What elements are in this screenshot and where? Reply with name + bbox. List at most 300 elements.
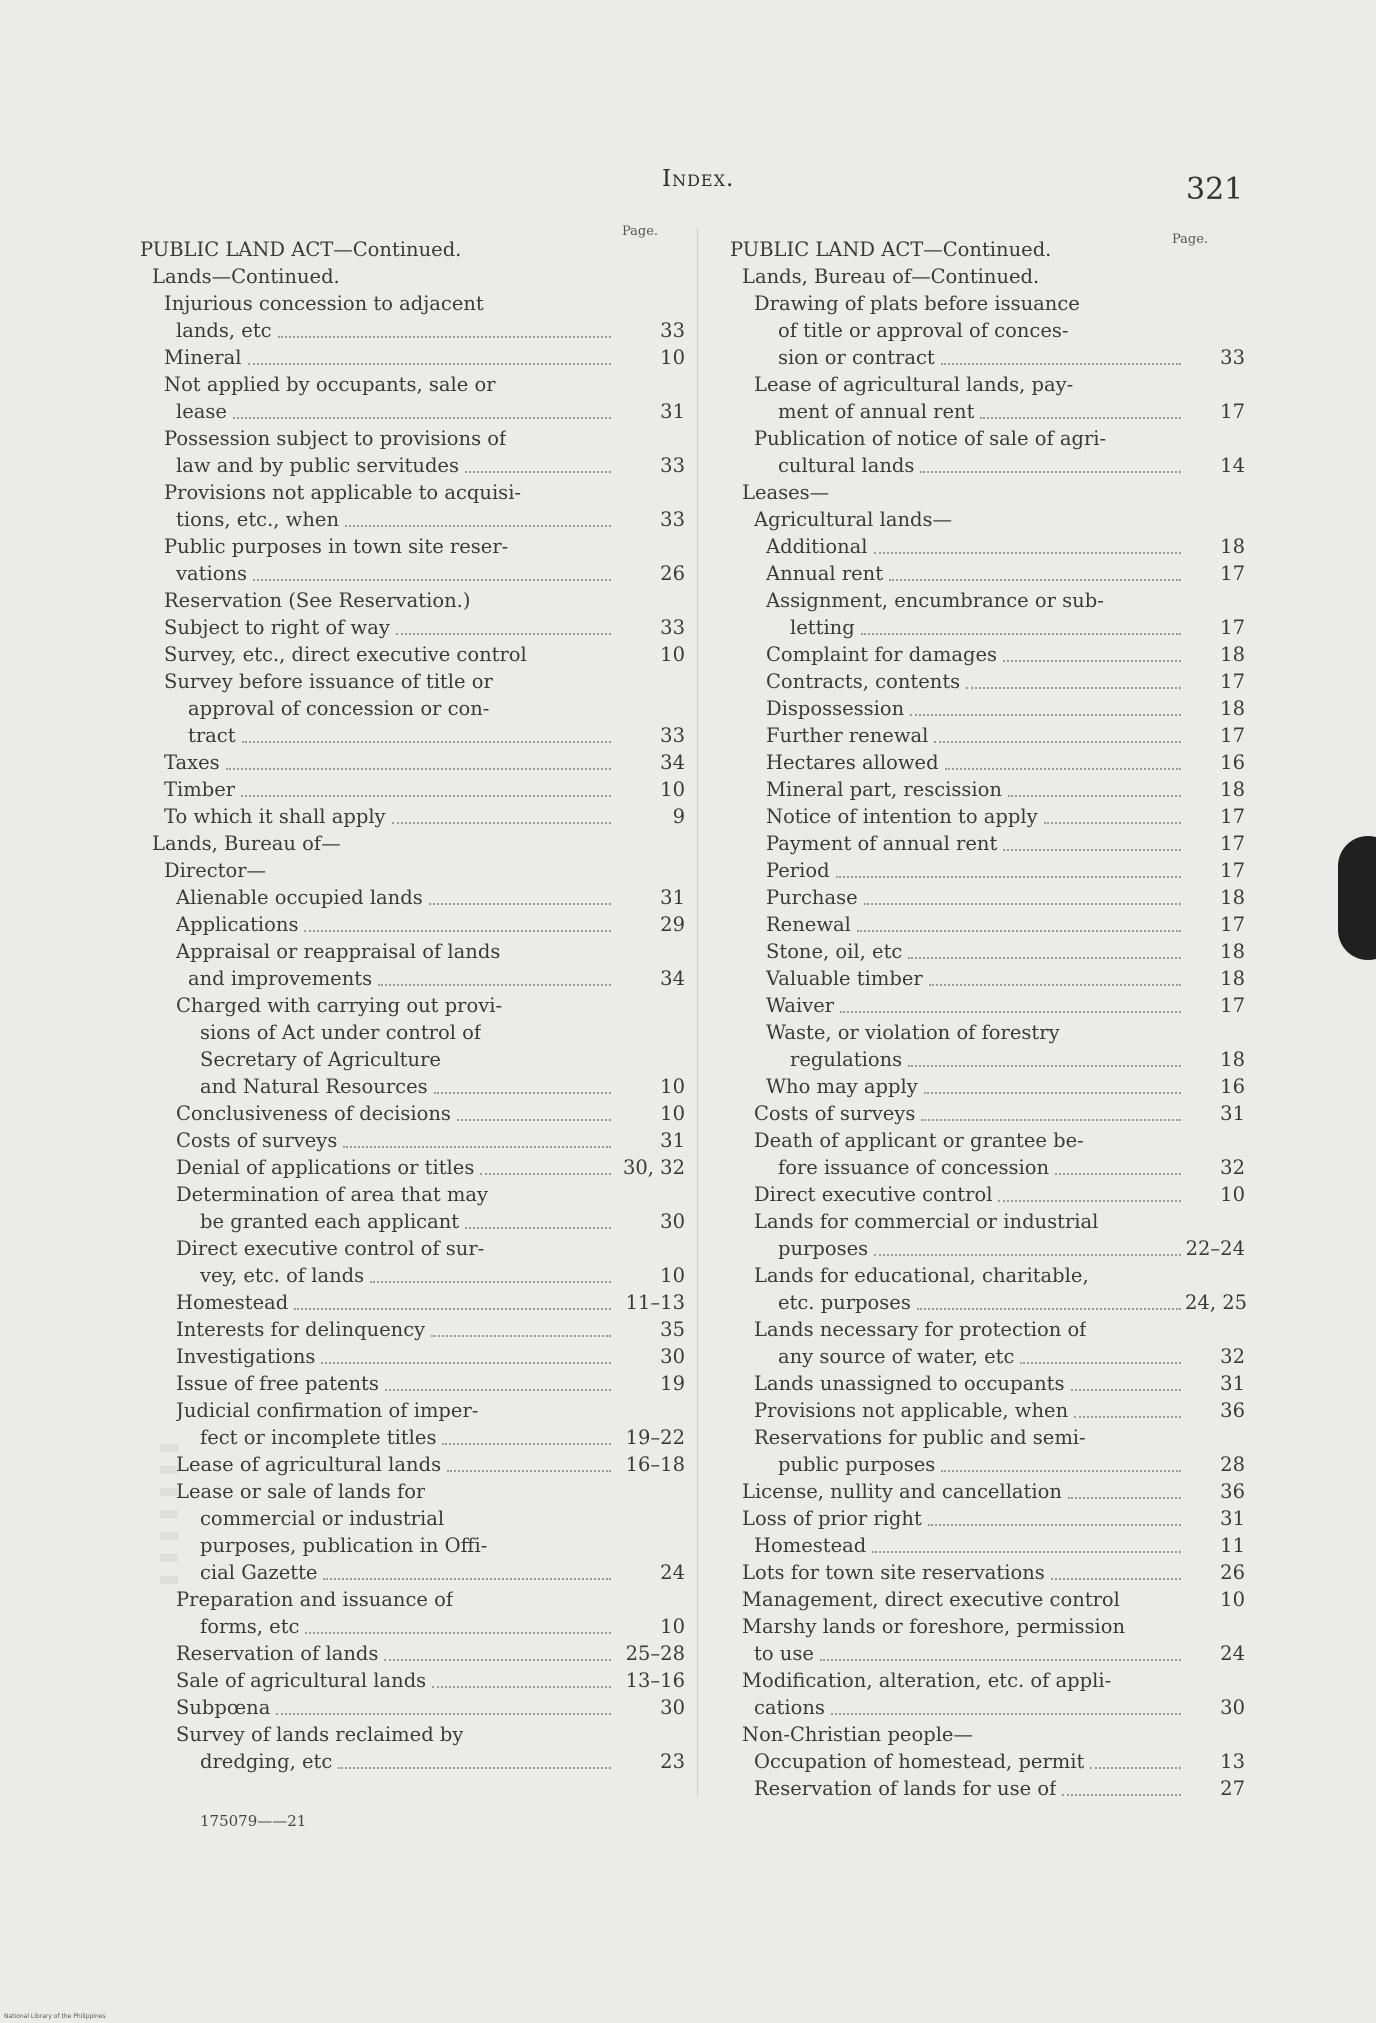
dot-leader xyxy=(323,1577,611,1580)
index-entry xyxy=(730,1046,1245,1073)
dot-leader xyxy=(945,767,1181,770)
index-entry-text: Non-Christian people— xyxy=(742,1723,973,1746)
index-entry-text: regulations xyxy=(790,1048,903,1071)
index-entry xyxy=(730,1208,1245,1235)
dot-leader xyxy=(502,391,611,392)
dot-leader xyxy=(872,1550,1181,1553)
index-entry-page: 19 xyxy=(660,1372,685,1395)
index-entry-text: Death of applicant or grantee be- xyxy=(754,1129,1084,1152)
index-entry xyxy=(730,1316,1245,1343)
index-entry-text: Marshy lands or foreshore, permission xyxy=(742,1615,1126,1638)
dot-leader xyxy=(465,1226,611,1229)
index-entry-page: 30 xyxy=(660,1696,685,1719)
index-entry xyxy=(730,479,1245,506)
dot-leader xyxy=(1104,1228,1181,1229)
index-entry xyxy=(730,452,1245,479)
index-entry xyxy=(140,1478,685,1505)
index-entry-page: 18 xyxy=(1220,1048,1245,1071)
index-entry-text: Additional xyxy=(766,535,868,558)
dot-leader xyxy=(1003,848,1181,851)
index-entry-page: 32 xyxy=(1220,1156,1245,1179)
index-entry-text: Lands, Bureau of—Continued. xyxy=(742,265,1040,288)
index-entry-text: Mineral xyxy=(164,346,242,369)
binding-clip-shadow xyxy=(1338,836,1376,960)
index-entry xyxy=(140,371,685,398)
margin-stamp-marks xyxy=(160,1430,178,1680)
dot-leader xyxy=(506,958,611,959)
index-entry-page: 17 xyxy=(1220,913,1245,936)
index-entry xyxy=(140,1019,685,1046)
index-entry-text: forms, etc xyxy=(200,1615,300,1638)
index-entry-text: purposes, publication in Offi- xyxy=(200,1534,488,1557)
index-entry xyxy=(140,506,685,533)
index-entry-text: Lands for educational, charitable, xyxy=(754,1264,1089,1287)
dot-leader xyxy=(1126,1606,1181,1607)
index-entry-text: Provisions not applicable to acquisi- xyxy=(164,481,522,504)
dot-leader xyxy=(494,1201,611,1202)
index-entry-text: lands, etc xyxy=(176,319,272,342)
index-entry xyxy=(730,560,1245,587)
dot-leader xyxy=(1066,1039,1181,1040)
index-entry xyxy=(140,236,685,263)
dot-leader xyxy=(396,632,611,635)
dot-leader xyxy=(493,1552,611,1553)
index-entry-text: Contracts, contents xyxy=(766,670,961,693)
dot-leader xyxy=(450,1525,611,1526)
index-entry xyxy=(140,614,685,641)
index-entry-text: Mineral part, rescission xyxy=(766,778,1002,801)
index-entry-page: 17 xyxy=(1220,400,1245,423)
index-entry-page: 10 xyxy=(1220,1588,1245,1611)
index-entry-page: 27 xyxy=(1220,1777,1245,1800)
index-entry xyxy=(730,614,1245,641)
index-entry-page: 29 xyxy=(660,913,685,936)
index-entry-text: tract xyxy=(188,724,236,747)
index-entry xyxy=(730,1505,1245,1532)
dot-leader xyxy=(512,445,611,446)
index-entry-text: Not applied by occupants, sale or xyxy=(164,373,496,396)
index-entry-text: vations xyxy=(176,562,248,585)
index-entry-text: Interests for delinquency xyxy=(176,1318,426,1341)
dot-leader xyxy=(343,1145,611,1148)
index-entry-page: 16 xyxy=(1220,751,1245,774)
index-entry-text: Sale of agricultural lands xyxy=(176,1669,427,1692)
dot-leader xyxy=(820,1658,1181,1661)
dot-leader xyxy=(921,1118,1181,1121)
index-entry xyxy=(730,1424,1245,1451)
index-entry-page: 18 xyxy=(1220,778,1245,801)
dot-leader xyxy=(857,929,1181,932)
index-entry xyxy=(140,830,685,857)
index-entry-text: tions, etc., when xyxy=(176,508,340,531)
index-entry-text: lease xyxy=(176,400,227,423)
dot-leader xyxy=(465,470,611,473)
index-entry xyxy=(140,398,685,425)
dot-leader xyxy=(467,256,611,257)
index-entry-page: 10 xyxy=(660,1102,685,1125)
index-entry xyxy=(730,1559,1245,1586)
dot-leader xyxy=(1117,1687,1181,1688)
index-entry-text: Alienable occupied lands xyxy=(176,886,423,909)
index-entry-page: 30 xyxy=(1220,1696,1245,1719)
index-entry-text: Lease or sale of lands for xyxy=(176,1480,426,1503)
index-entry xyxy=(140,1235,685,1262)
index-entry-page: 26 xyxy=(1220,1561,1245,1584)
index-entry xyxy=(730,344,1245,371)
index-entry-text: law and by public servitudes xyxy=(176,454,459,477)
index-entry-text: Public purposes in town site reser- xyxy=(164,535,509,558)
index-entry-text: Survey before issuance of title or xyxy=(164,670,493,693)
index-entry-text: Timber xyxy=(164,778,236,801)
index-entry-page: 31 xyxy=(1220,1507,1245,1530)
dot-leader xyxy=(874,551,1181,554)
index-entry-text: Judicial confirmation of imper- xyxy=(176,1399,479,1422)
index-entry-text: Provisions not applicable, when xyxy=(754,1399,1069,1422)
dot-leader xyxy=(1055,1172,1181,1175)
dot-leader xyxy=(835,499,1181,500)
index-entry xyxy=(140,1667,685,1694)
index-entry xyxy=(140,344,685,371)
index-entry-page: 33 xyxy=(660,508,685,531)
index-entry-text: vey, etc. of lands xyxy=(200,1264,365,1287)
index-entry-page: 17 xyxy=(1220,616,1245,639)
index-entry xyxy=(730,1613,1245,1640)
index-entry-text: Reservation of lands for use of xyxy=(754,1777,1057,1800)
dot-leader xyxy=(385,1388,611,1391)
index-entry-page: 10 xyxy=(660,1264,685,1287)
dot-leader xyxy=(490,310,611,311)
dot-leader xyxy=(487,1039,611,1040)
index-entry xyxy=(140,290,685,317)
index-entry-page: 9 xyxy=(672,805,685,828)
index-entry-page: 18 xyxy=(1220,886,1245,909)
dot-leader xyxy=(1068,1496,1181,1499)
dot-leader xyxy=(447,1469,611,1472)
index-entry xyxy=(730,1451,1245,1478)
index-entry xyxy=(140,1127,685,1154)
index-entry-text: Further renewal xyxy=(766,724,929,747)
index-entry-text: Possession subject to provisions of xyxy=(164,427,507,450)
page-number: 321 xyxy=(1186,172,1244,207)
index-entry-text: sion or contract xyxy=(778,346,935,369)
dot-leader xyxy=(272,877,611,878)
dot-leader xyxy=(917,1307,1181,1310)
index-entry xyxy=(140,1586,685,1613)
index-entry-page: 26 xyxy=(660,562,685,585)
index-entry-text: Lands unassigned to occupants xyxy=(754,1372,1065,1395)
index-entry-text: Charged with carrying out provi- xyxy=(176,994,503,1017)
index-entry xyxy=(730,1235,1245,1262)
index-entry xyxy=(730,506,1245,533)
index-entry xyxy=(140,1451,685,1478)
dot-leader xyxy=(929,983,1181,986)
index-entry-text: Publication of notice of sale of agri- xyxy=(754,427,1107,450)
index-entry xyxy=(140,1721,685,1748)
dot-leader xyxy=(1090,1147,1181,1148)
dot-leader xyxy=(442,1442,611,1445)
index-entry-text: Period xyxy=(766,859,830,882)
index-entry xyxy=(140,1748,685,1775)
index-entry-page: 17 xyxy=(1220,562,1245,585)
index-entry-text: Reservation (See Reservation.) xyxy=(164,589,471,612)
index-entry-text: Lands for commercial or industrial xyxy=(754,1210,1099,1233)
dot-leader xyxy=(321,1361,611,1364)
index-entry xyxy=(140,1640,685,1667)
dot-leader xyxy=(457,1118,611,1121)
index-entry xyxy=(730,1127,1245,1154)
index-entry-text: Director— xyxy=(164,859,267,882)
index-entry xyxy=(730,1721,1245,1748)
index-entry-page: 10 xyxy=(660,1075,685,1098)
index-entry xyxy=(730,1532,1245,1559)
index-entry-page: 35 xyxy=(660,1318,685,1341)
index-entry-text: Complaint for damages xyxy=(766,643,998,666)
index-entry xyxy=(730,1073,1245,1100)
dot-leader xyxy=(294,1307,611,1310)
index-entry-page: 33 xyxy=(660,454,685,477)
dot-leader xyxy=(1057,256,1181,257)
index-entry-page: 16–18 xyxy=(625,1453,685,1476)
index-entry-page: 33 xyxy=(660,319,685,342)
dot-leader xyxy=(941,362,1181,365)
index-entry-text: Survey of lands reclaimed by xyxy=(176,1723,464,1746)
index-entry-page: 16 xyxy=(1220,1075,1245,1098)
index-entry-text: PUBLIC LAND ACT—Continued. xyxy=(730,238,1052,261)
index-entry xyxy=(730,668,1245,695)
index-entry xyxy=(140,560,685,587)
index-entry-text: Conclusiveness of decisions xyxy=(176,1102,451,1125)
index-entry-page: 17 xyxy=(1220,859,1245,882)
dot-leader xyxy=(924,1091,1181,1094)
index-entry-text: cations xyxy=(754,1696,825,1719)
index-entry xyxy=(140,776,685,803)
index-entry xyxy=(140,587,685,614)
source-credit: National Library of the Philippines xyxy=(4,2013,106,2020)
dot-leader xyxy=(966,686,1181,689)
index-entry-page: 10 xyxy=(660,346,685,369)
index-entry-text: Hectares allowed xyxy=(766,751,939,774)
index-entry-text: any source of water, etc xyxy=(778,1345,1015,1368)
index-entry-page: 10 xyxy=(660,778,685,801)
dot-leader xyxy=(1090,1766,1181,1769)
index-entry-page: 18 xyxy=(1220,697,1245,720)
dot-leader xyxy=(469,1741,611,1742)
dot-leader xyxy=(958,526,1181,527)
dot-leader xyxy=(889,578,1181,581)
index-entry xyxy=(140,695,685,722)
index-entry-text: fore issuance of concession xyxy=(778,1156,1050,1179)
dot-leader xyxy=(908,956,1181,959)
index-entry-page: 19–22 xyxy=(625,1426,685,1449)
index-entry-text: Waste, or violation of forestry xyxy=(766,1021,1060,1044)
index-entry-page: 33 xyxy=(1220,346,1245,369)
index-entry xyxy=(730,1640,1245,1667)
dot-leader xyxy=(998,1199,1181,1202)
left-page-column-heading: Page. xyxy=(622,224,659,239)
index-entry xyxy=(140,749,685,776)
index-entry-text: Lands—Continued. xyxy=(152,265,340,288)
dot-leader xyxy=(480,1172,611,1175)
index-entry-text: Lots for town site reservations xyxy=(742,1561,1045,1584)
dot-leader xyxy=(1062,1793,1181,1796)
dot-leader xyxy=(429,902,611,905)
dot-leader xyxy=(910,713,1181,716)
dot-leader xyxy=(304,929,611,932)
index-entry xyxy=(730,290,1245,317)
dot-leader xyxy=(484,1417,611,1418)
index-entry-text: dredging, etc xyxy=(200,1750,333,1773)
index-entry xyxy=(140,1370,685,1397)
index-entry-text: Appraisal or reappraisal of lands xyxy=(176,940,501,963)
dot-leader xyxy=(378,983,611,986)
index-entry xyxy=(140,1046,685,1073)
index-entry xyxy=(730,992,1245,1019)
index-entry-page: 13 xyxy=(1220,1750,1245,1773)
index-entry xyxy=(140,668,685,695)
index-entry xyxy=(140,1505,685,1532)
dot-leader xyxy=(1045,283,1181,284)
index-entry xyxy=(730,1343,1245,1370)
index-entry-text: and Natural Resources xyxy=(200,1075,428,1098)
index-entry-text: Lands necessary for protection of xyxy=(754,1318,1087,1341)
dot-leader xyxy=(941,1469,1181,1472)
dot-leader xyxy=(934,740,1181,743)
dot-leader xyxy=(514,553,611,554)
dot-leader xyxy=(347,850,611,851)
dot-leader xyxy=(508,1012,611,1013)
dot-leader xyxy=(1095,1282,1181,1283)
index-entry-page: 24 xyxy=(1220,1642,1245,1665)
index-entry xyxy=(730,911,1245,938)
index-entry xyxy=(730,1019,1245,1046)
index-entry xyxy=(140,1208,685,1235)
dot-leader xyxy=(434,1091,611,1094)
index-entry-page: 36 xyxy=(1220,1480,1245,1503)
dot-leader xyxy=(1112,445,1181,446)
index-entry-text: Valuable timber xyxy=(766,967,923,990)
index-entry xyxy=(730,587,1245,614)
dot-leader xyxy=(1051,1577,1181,1580)
index-entry-text: Injurious concession to adjacent xyxy=(164,292,484,315)
index-entry-text: Homestead xyxy=(754,1534,867,1557)
index-entry-text: be granted each applicant xyxy=(200,1210,460,1233)
index-entry-page: 17 xyxy=(1220,670,1245,693)
index-entry-text: Leases— xyxy=(742,481,830,504)
dot-leader xyxy=(1086,310,1181,311)
index-entry-text: purposes xyxy=(778,1237,869,1260)
index-entry-text: Subpœna xyxy=(176,1696,271,1719)
index-entry xyxy=(140,992,685,1019)
index-entry xyxy=(730,884,1245,911)
index-entry xyxy=(140,479,685,506)
dot-leader xyxy=(432,1685,611,1688)
index-entry-text: Renewal xyxy=(766,913,851,936)
dot-leader xyxy=(979,1741,1181,1742)
index-entry xyxy=(140,1613,685,1640)
index-entry xyxy=(140,1424,685,1451)
index-entry-text: Drawing of plats before issuance xyxy=(754,292,1080,315)
index-entry xyxy=(730,803,1245,830)
index-entry-text: cial Gazette xyxy=(200,1561,318,1584)
index-entry-text: letting xyxy=(790,616,855,639)
index-entry-text: Subject to right of way xyxy=(164,616,390,639)
index-entry-page: 28 xyxy=(1220,1453,1245,1476)
index-entry-text: Lease of agricultural lands, pay- xyxy=(754,373,1074,396)
index-entry-text: Taxes xyxy=(164,751,220,774)
index-entry xyxy=(730,695,1245,722)
index-entry-page: 10 xyxy=(660,1615,685,1638)
column-divider xyxy=(697,228,698,1798)
index-entry-text: Notice of intention to apply xyxy=(766,805,1038,828)
index-entry xyxy=(730,776,1245,803)
index-entry-text: Reservations for public and semi- xyxy=(754,1426,1086,1449)
dot-leader xyxy=(980,416,1181,419)
index-entry-text: Determination of area that may xyxy=(176,1183,489,1206)
index-entry-text: Management, direct executive control xyxy=(742,1588,1120,1611)
index-entry xyxy=(140,533,685,560)
dot-leader xyxy=(499,688,611,689)
index-entry-text: Investigations xyxy=(176,1345,316,1368)
index-entry xyxy=(730,749,1245,776)
index-entry-text: Issue of free patents xyxy=(176,1372,379,1395)
index-entry-page: 24, 25 xyxy=(1185,1291,1248,1314)
dot-leader xyxy=(346,283,611,284)
index-entry-text: etc. purposes xyxy=(778,1291,911,1314)
index-entry-page: 30 xyxy=(660,1210,685,1233)
index-entry xyxy=(730,1154,1245,1181)
index-entry-text: Modification, alteration, etc. of appli- xyxy=(742,1669,1112,1692)
dot-leader xyxy=(242,740,611,743)
right-page-column-heading: Page. xyxy=(1172,232,1209,247)
index-entry-text: Purchase xyxy=(766,886,858,909)
dot-leader xyxy=(920,470,1181,473)
index-entry-text: sions of Act under control of xyxy=(200,1021,482,1044)
dot-leader xyxy=(928,1523,1181,1526)
index-entry xyxy=(730,263,1245,290)
dot-leader xyxy=(495,715,611,716)
dot-leader xyxy=(1131,1633,1181,1634)
index-entry-text: Dispossession xyxy=(766,697,905,720)
index-entry-text: Lands, Bureau of— xyxy=(152,832,341,855)
index-entry xyxy=(730,236,1245,263)
dot-leader xyxy=(1044,821,1181,824)
index-entry-page: 18 xyxy=(1220,940,1245,963)
index-entry-text: License, nullity and cancellation xyxy=(742,1480,1062,1503)
dot-leader xyxy=(490,1255,611,1256)
index-entry xyxy=(730,722,1245,749)
dot-leader xyxy=(874,1253,1181,1256)
dot-leader xyxy=(431,1498,611,1499)
dot-leader xyxy=(392,821,611,824)
right-index-column xyxy=(730,236,1248,1802)
index-entry-text: Survey, etc., direct executive control xyxy=(164,643,527,666)
dot-leader xyxy=(1008,794,1181,797)
index-entry-page: 31 xyxy=(1220,1102,1245,1125)
dot-leader xyxy=(241,794,611,797)
index-entry xyxy=(140,803,685,830)
index-entry xyxy=(140,1532,685,1559)
index-entry xyxy=(140,425,685,452)
dot-leader xyxy=(370,1280,611,1283)
dot-leader xyxy=(864,902,1181,905)
index-entry xyxy=(140,1073,685,1100)
index-entry-text: Applications xyxy=(176,913,299,936)
index-entry xyxy=(140,1154,685,1181)
index-entry-text: PUBLIC LAND ACT—Continued. xyxy=(140,238,462,261)
index-entry xyxy=(140,1343,685,1370)
printer-signature: 175079——21 xyxy=(200,1812,307,1830)
dot-leader xyxy=(1074,337,1181,338)
